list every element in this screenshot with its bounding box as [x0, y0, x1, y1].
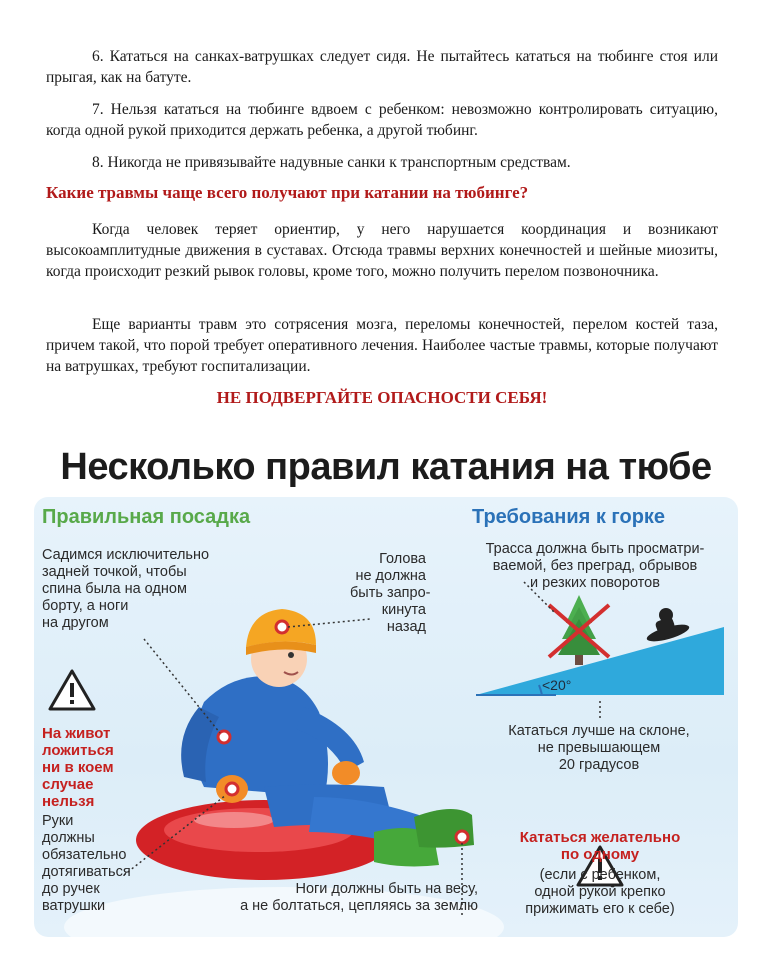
text-line: одной рукой крепко: [534, 884, 666, 900]
jacket: [194, 676, 328, 797]
child-on-tube: [124, 609, 474, 917]
slope-diagram: [476, 582, 724, 719]
injuries-paragraph-1: Когда человек теряет ориентир, у него нарушается координация и возникают высокоамплитудные движения в суставах. Отсюда травмы верхних конечностей и шейные миозиты, когда происходит резкий рывок головы, кроме того, можно получить перелом позвоночника.: [46, 221, 718, 280]
text-line: на другом: [42, 615, 109, 631]
text-line: случае: [42, 776, 94, 793]
left-section-title: Правильная посадка: [42, 506, 251, 528]
text-line: На живот: [42, 725, 111, 742]
text-line: не превышающем: [537, 740, 661, 756]
text-line: борту, а ноги: [42, 598, 129, 614]
head-note: [350, 551, 431, 636]
text-line: Кататься желательно: [519, 829, 681, 846]
seat-note: [42, 547, 209, 632]
text-line: быть запро-: [350, 585, 431, 601]
slope-triangle: [476, 627, 724, 695]
text-line: Кататься лучше на склоне,: [508, 723, 690, 739]
warning-banner: НЕ ПОДВЕРГАЙТЕ ОПАСНОСТИ СЕБЯ!: [216, 388, 548, 407]
belly-warning-icon: [50, 671, 94, 709]
marker-legs: [456, 831, 468, 843]
text-line: (если с ребенком,: [539, 867, 661, 883]
alone-note: [474, 867, 726, 918]
text-line: а не болтаться, цепляясь за землю: [240, 898, 478, 914]
text-line: спина была на одном: [42, 581, 187, 597]
text-line: обязательно: [42, 847, 127, 863]
text-line: и резких поворотов: [530, 575, 660, 591]
angle-label: <20°: [542, 677, 572, 693]
text-line: ваемой, без преград, обрывов: [492, 558, 698, 574]
rule-8: 8. Никогда не привязывайте надувные санки к транспортным средствам.: [92, 154, 571, 171]
track-note: [464, 541, 726, 592]
text-line: назад: [386, 619, 426, 635]
text-line: Руки: [42, 813, 74, 829]
poster-panel: [34, 497, 738, 937]
text-line: нельзя: [42, 793, 95, 810]
text-line: ватрушки: [42, 898, 106, 914]
text-line: Голова: [379, 551, 426, 567]
rule-6: 6. Кататься на санках-ватрушках следует сидя. Не пытайтесь кататься на тюбинге стоя или прыгая, как на батуте.: [46, 48, 718, 86]
legs-note: [174, 881, 478, 915]
slope-note: [474, 723, 724, 774]
marker-head: [276, 621, 288, 633]
text-line: не должна: [355, 568, 426, 584]
text-line: до ручек: [42, 881, 100, 897]
injuries-heading: Какие травмы чаще всего получают при катании на тюбинге?: [46, 183, 529, 202]
text-line: по одному: [560, 846, 640, 863]
hands-note: [42, 813, 131, 915]
alone-warning-text: [474, 829, 726, 863]
poster-title: Несколько правил катания на тюбе: [60, 446, 712, 488]
text-line: ложиться: [42, 742, 114, 759]
text-line: кинута: [381, 602, 426, 618]
injuries-paragraph-2: Еще варианты травм это сотрясения мозга, переломы конечностей, перелом костей таза, причем такой, что порой требует оперативного лечения. Наиболее частые травмы, которые получают на ватрушках, требуют госпитализации.: [46, 316, 718, 375]
text-line: ни в коем: [42, 759, 114, 776]
text-line: прижимать его к себе): [525, 901, 675, 917]
belly-warning-text: [42, 725, 114, 810]
text-line: дотягиваться: [42, 864, 131, 880]
text-line: Садимся исключительно: [42, 547, 210, 563]
tubing-rules-poster: [34, 437, 738, 937]
text-line: Трасса должна быть просматри-: [485, 541, 705, 557]
right-section-title: Требования к горке: [472, 506, 666, 528]
rule-7: 7. Нельзя кататься на тюбинге вдвоем с ребенком: невозможно контролировать ситуацию, когда одной рукой приходится держать ребенка, а другой тюбинг.: [46, 101, 718, 139]
marker-hand: [226, 783, 238, 795]
text-line: Ноги должны быть на весу,: [295, 881, 478, 897]
text-line: 20 градусов: [558, 757, 640, 773]
text-line: задней точкой, чтобы: [42, 564, 187, 580]
text-line: должны: [42, 830, 95, 846]
